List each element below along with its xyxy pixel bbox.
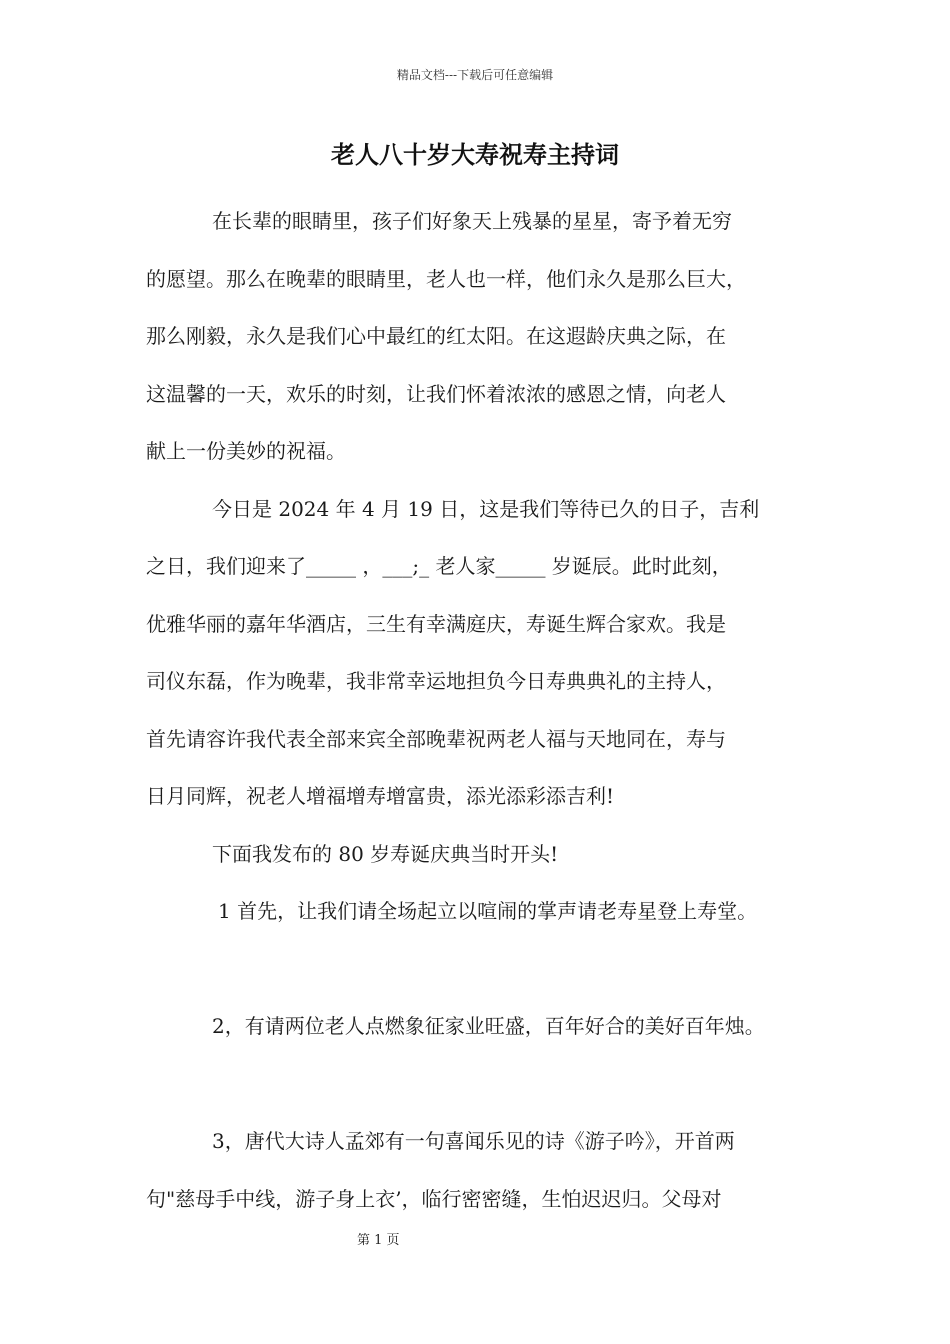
paragraph-line: 在长辈的眼睛里，孩子们好象天上残暴的星星，寄予着无穷 <box>212 209 732 233</box>
list-item: 3，唐代大诗人孟郊有一句喜闻乐见的诗《游子吟》，开首两 <box>212 1129 735 1153</box>
paragraph-line: 日月同辉，祝老人增福增寿增富贵，添光添彩添吉利! <box>146 784 615 808</box>
document-body <box>146 198 826 1233</box>
paragraph-line: 那么刚毅，永久是我们心中最红的红太阳。在这遐龄庆典之际，在 <box>146 324 726 348</box>
spacer <box>146 1061 826 1119</box>
document-title: 老人八十岁大寿祝寿主持词 <box>331 140 619 169</box>
page-number: 第 1 页 <box>357 1233 400 1248</box>
paragraph-line: 司仪东磊，作为晚辈，我非常幸运地担负今日寿典典礼的主持人， <box>146 669 726 693</box>
paragraph-line: 优雅华丽的嘉年华酒店，三生有幸满庭庆，寿诞生辉合家欢。我是 <box>146 611 726 636</box>
paragraph-line: 句"慈母手中线，游子身上衣’，临行密密缝，生怕迟迟归。父母对 <box>146 1186 722 1211</box>
paragraph-line: 的愿望。那么在晚辈的眼睛里，老人也一样，他们永久是那么巨大， <box>146 266 746 291</box>
paragraph-line: 首先请容许我代表全部来宾全部晚辈祝两老人福与天地同在，寿与 <box>146 726 726 751</box>
paragraph-line: 下面我发布的 80 岁寿诞庆典当时开头! <box>212 841 559 866</box>
paragraph-line: 今日是 2024 年 4 月 19 日，这是我们等待已久的日子，吉利 <box>212 496 760 521</box>
header-note: 精品文档---下载后可任意编辑 <box>396 68 554 82</box>
paragraph-line: 这温馨的一天，欢乐的时刻，让我们怀着浓浓的感恩之情，向老人 <box>146 381 726 406</box>
spacer <box>146 946 826 1004</box>
paragraph-line: 之日，我们迎来了_____ ，___;_ 老人家_____ 岁诞辰。此时此刻， <box>146 554 732 578</box>
list-item: 1 首先，让我们请全场起立以喧闹的掌声请老寿星登上寿堂。 <box>218 899 758 923</box>
list-item: 2，有请两位老人点燃象征家业旺盛，百年好合的美好百年烛。 <box>212 1014 765 1038</box>
paragraph-line: 献上一份美妙的祝福。 <box>146 439 346 463</box>
